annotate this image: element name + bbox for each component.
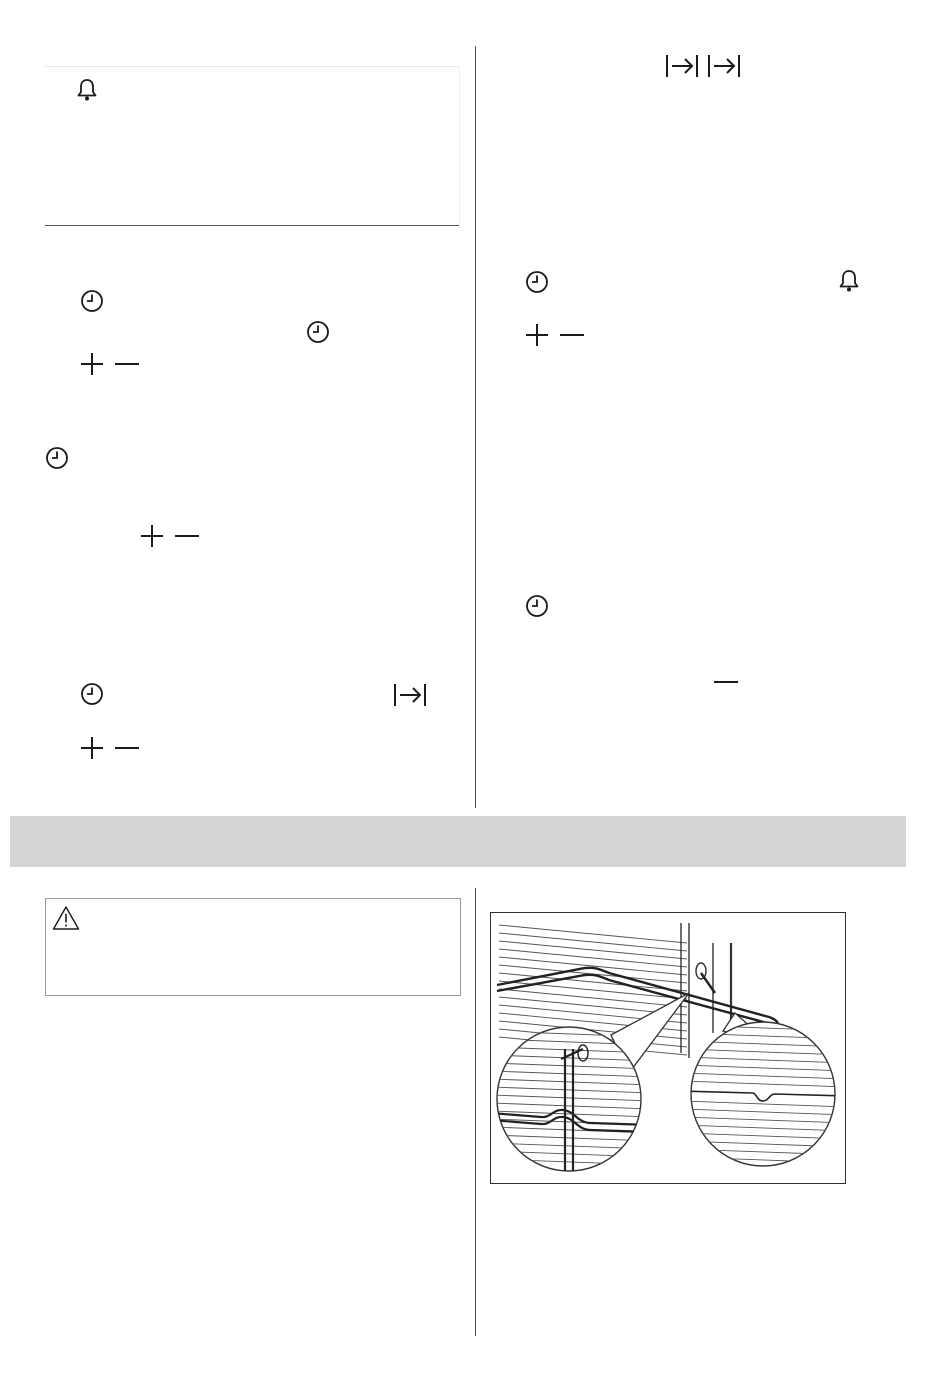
- clock-icon: [80, 682, 104, 706]
- minus-icon: [174, 524, 200, 548]
- plus-icon: [140, 524, 164, 548]
- note-box: [45, 66, 460, 226]
- bell-icon: [77, 78, 97, 102]
- duration-arrow-icon: [393, 682, 427, 708]
- minus-icon: [559, 323, 585, 347]
- plus-icon: [80, 736, 104, 760]
- minus-icon: [713, 670, 739, 694]
- minus-icon: [114, 736, 140, 760]
- plus-icon: [80, 352, 104, 376]
- column-divider-top: [475, 46, 476, 808]
- note-box-edge: [459, 66, 460, 226]
- warning-box: [45, 898, 461, 996]
- clock-icon: [525, 270, 549, 294]
- duration-arrow-icon: [707, 53, 741, 79]
- column-divider-bottom: [475, 888, 476, 1336]
- bell-icon: [839, 269, 859, 293]
- duration-arrow-icon: [665, 53, 699, 79]
- minus-icon: [114, 352, 140, 376]
- clock-icon: [525, 594, 549, 618]
- warning-triangle-icon: [52, 905, 80, 931]
- clock-icon: [306, 320, 330, 344]
- clock-icon: [45, 446, 69, 470]
- clock-icon: [80, 289, 104, 313]
- section-heading-band: [10, 816, 906, 867]
- plus-icon: [525, 323, 549, 347]
- oven-shelf-illustration: [490, 912, 846, 1184]
